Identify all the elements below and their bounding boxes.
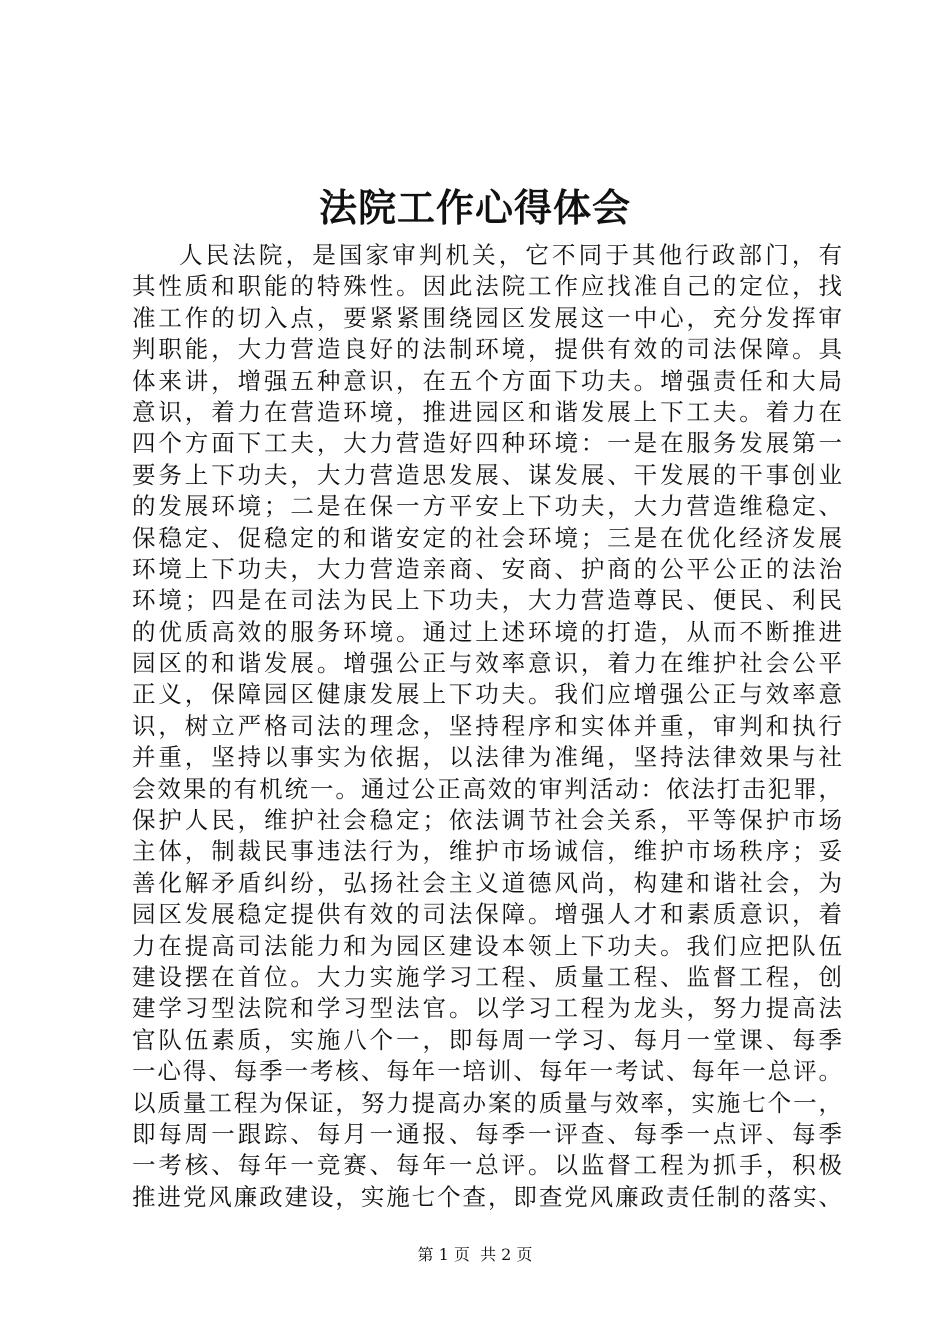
body-line: 准工作的切入点，要紧紧围绕园区发展这一中心，充分发挥审 [132, 303, 842, 332]
body-line: 的优质高效的服务环境。通过上述环境的打造，从而不断推进 [132, 617, 842, 646]
body-line: 园区的和谐发展。增强公正与效率意识，着力在维护社会公平 [132, 649, 842, 678]
body-line: 环境；四是在司法为民上下功夫，大力营造尊民、便民、利民 [132, 586, 842, 615]
body-line: 以质量工程为保证，努力提高办案的质量与效率，实施七个一， [132, 1088, 842, 1117]
document-title: 法院工作心得体会 [318, 185, 631, 230]
body-line: 人民法院，是国家审判机关，它不同于其他行政部门，有 [179, 241, 842, 269]
body-line: 官队伍素质，实施八个一，即每周一学习、每月一堂课、每季 [132, 1025, 842, 1054]
body-line: 建设摆在首位。大力实施学习工程、质量工程、监督工程，创 [132, 962, 842, 991]
body-line: 体来讲，增强五种意识，在五个方面下功夫。增强责任和大局 [132, 366, 842, 395]
body-line: 识，树立严格司法的理念，坚持程序和实体并重，审判和执行 [132, 711, 842, 740]
body-line: 善化解矛盾纠纷，弘扬社会主义道德风尚，构建和谐社会，为 [132, 868, 842, 897]
page-footer [0, 1245, 950, 1265]
body-line: 一心得、每季一考核、每年一培训、每年一考试、每年一总评。 [132, 1057, 842, 1086]
body-line: 园区发展稳定提供有效的司法保障。增强人才和素质意识，着 [132, 900, 842, 929]
body-line: 会效果的有机统一。通过公正高效的审判活动：依法打击犯罪， [132, 774, 842, 803]
body-line: 四个方面下工夫，大力营造好四种环境：一是在服务发展第一 [132, 429, 842, 458]
document-body [132, 240, 842, 1213]
body-line: 判职能，大力营造良好的法制环境，提供有效的司法保障。具 [132, 335, 842, 364]
body-line: 其性质和职能的特殊性。因此法院工作应找准自己的定位，找 [132, 272, 842, 301]
body-line: 力在提高司法能力和为园区建设本领上下功夫。我们应把队伍 [132, 931, 842, 960]
body-line: 并重，坚持以事实为依据，以法律为准绳，坚持法律效果与社 [132, 743, 842, 772]
body-line: 推进党风廉政建设，实施七个查，即查党风廉政责任制的落实、 [132, 1182, 842, 1211]
body-line: 建学习型法院和学习型法官。以学习工程为龙头，努力提高法 [132, 994, 842, 1023]
body-line: 正义，保障园区健康发展上下功夫。我们应增强公正与效率意 [132, 680, 842, 709]
body-line: 主体，制裁民事违法行为，维护市场诚信，维护市场秩序；妥 [132, 837, 842, 866]
body-line: 即每周一跟踪、每月一通报、每季一评查、每季一点评、每季 [132, 1119, 842, 1148]
body-line: 环境上下功夫，大力营造亲商、安商、护商的公平公正的法治 [132, 554, 842, 583]
body-line: 保护人民，维护社会稳定；依法调节社会关系，平等保护市场 [132, 806, 842, 835]
page-number-label: 第 1 页 共 2 页 [417, 1245, 533, 1264]
body-line: 要务上下功夫，大力营造思发展、谋发展、干发展的干事创业 [132, 460, 842, 489]
body-line: 的发展环境；二是在保一方平安上下功夫，大力营造维稳定、 [132, 492, 842, 521]
body-line: 意识，着力在营造环境，推进园区和谐发展上下工夫。着力在 [132, 397, 842, 426]
body-line: 保稳定、促稳定的和谐安定的社会环境；三是在优化经济发展 [132, 523, 842, 552]
body-line: 一考核、每年一竞赛、每年一总评。以监督工程为抓手，积极 [132, 1151, 842, 1180]
